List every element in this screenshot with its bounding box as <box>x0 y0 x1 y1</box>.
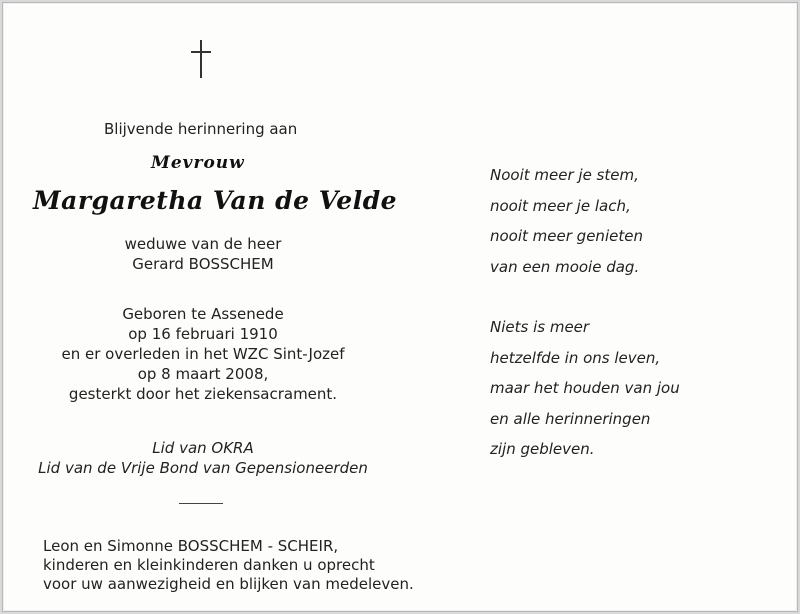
membership-line: Lid van OKRA <box>152 439 254 457</box>
memorial-card <box>2 2 798 612</box>
poem-line: en alle herinneringen <box>490 409 651 428</box>
cross-icon <box>187 40 215 80</box>
poem-line: nooit meer je lach, <box>490 196 631 215</box>
thanks-line: kinderen en kleinkinderen danken u oprecht <box>43 556 375 574</box>
poem-line: zijn gebleven. <box>490 440 595 458</box>
thanks-line: Leon en Simonne BOSSCHEM - SCHEIR, <box>43 537 339 555</box>
poem-line: Nooit meer je stem, <box>490 166 639 184</box>
life-line: gesterkt door het ziekensacrament. <box>68 385 338 403</box>
membership-line: Lid van de Vrije Bond van Gepensioneerden <box>38 459 368 477</box>
separator-line <box>179 503 223 504</box>
poem-line: hetzelfde in ons leven, <box>490 348 661 367</box>
thanks-block <box>43 537 414 594</box>
life-line: en er overleden in het WZC Sint-Jozef <box>61 345 345 363</box>
thanks-line: voor uw aanwezigheid en blijken van medeleven. <box>43 575 414 593</box>
poem-line: Niets is meer <box>490 318 590 336</box>
life-line: op 8 maart 2008, <box>137 365 269 383</box>
poem-line: maar het houden van jou <box>490 379 680 397</box>
life-line: op 16 februari 1910 <box>128 325 278 343</box>
poem-stanza-2 <box>490 312 680 465</box>
poem-line: nooit meer genieten <box>490 227 643 245</box>
honorific-title: Mevrouw <box>151 153 245 173</box>
life-line: Geboren te Assenede <box>122 305 284 323</box>
spouse-line-2: Gerard BOSSCHEM <box>132 255 274 273</box>
deceased-name: Margaretha Van de Velde <box>33 186 398 215</box>
intro-text: Blijvende herinnering aan <box>104 120 298 138</box>
spouse-line-1: weduwe van de heer <box>124 235 282 253</box>
poem-line: van een mooie dag. <box>490 257 640 276</box>
poem-stanza-1 <box>490 160 643 282</box>
